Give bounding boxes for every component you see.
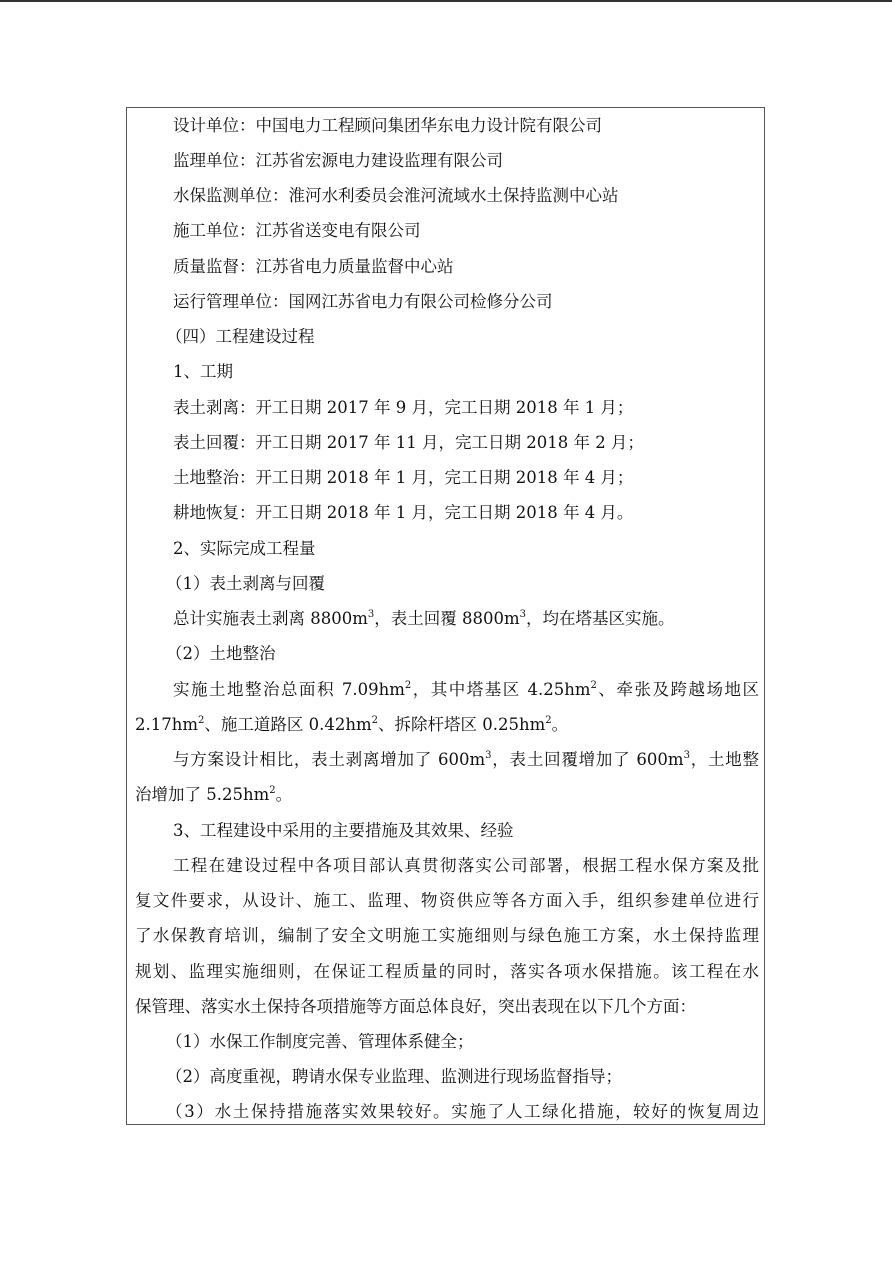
comparison-line-1: 与方案设计相比，表土剥离增加了 $600m^3$，表土回覆增加了 $600m^3$，土地整 <box>173 750 759 769</box>
page-top-rule <box>0 0 892 2</box>
measure-point: （2）高度重视，聘请水保专业监理、监测进行现场监督指导； <box>166 1067 622 1086</box>
land-remediation-line-2: $2.17hm^2$、施工道路区 $0.42hm^2$、拆除杆塔区 $0.25hm^2$。 <box>135 715 569 734</box>
land-remediation-line-1: 实施土地整治总面积 $7.09hm^2$，其中塔基区 $4.25hm^2$、牵张及跨越场地区 <box>173 680 759 699</box>
measures-paragraph-line: 规划、监理实施细则，在保证工程质量的同时，落实各项水保措施。该工程在水 <box>135 962 759 981</box>
measures-heading: 3、工程建设中采用的主要措施及其效果、经验 <box>173 821 514 840</box>
quantity-subheading-2: （2）土地整治 <box>166 644 276 663</box>
measure-point: （3）水土保持措施落实效果较好。实施了人工绿化措施，较好的恢复周边 <box>166 1102 759 1121</box>
monitoring-unit-line: 水保监测单位：淮河水利委员会淮河流域水土保持监测中心站 <box>173 186 619 205</box>
measures-paragraph-line: 工程在建设过程中各项目部认真贯彻落实公司部署，根据工程水保方案及批 <box>173 856 759 875</box>
quantity-heading: 2、实际完成工程量 <box>173 539 316 558</box>
schedule-item: 土地整治：开工日期 2018 年 1 月，完工日期 2018 年 4 月； <box>173 468 634 487</box>
measures-paragraph-line: 复文件要求，从设计、施工、监理、物资供应等各方面入手，组织参建单位进行 <box>135 891 759 910</box>
supervision-unit-line: 监理单位：江苏省宏源电力建设监理有限公司 <box>173 151 503 170</box>
operation-unit-line: 运行管理单位：国网江苏省电力有限公司检修分公司 <box>173 292 553 311</box>
quantity-text-1: 总计实施表土剥离 $8800m^3$，表土回覆 $8800m^3$，均在塔基区实施。 <box>173 609 675 628</box>
quantity-subheading-1: （1）表土剥离与回覆 <box>166 574 325 593</box>
design-unit-line: 设计单位：中国电力工程顾问集团华东电力设计院有限公司 <box>173 116 602 135</box>
schedule-heading: 1、工期 <box>173 362 233 381</box>
schedule-item: 耕地恢复：开工日期 2018 年 1 月，完工日期 2018 年 4 月。 <box>173 503 634 522</box>
section-heading: （四）工程建设过程 <box>166 327 315 346</box>
schedule-item: 表土回覆：开工日期 2017 年 11 月，完工日期 2018 年 2 月； <box>173 433 644 452</box>
measures-paragraph-line: 了水保教育培训，编制了安全文明施工实施细则与绿色施工方案，水土保持监理 <box>135 926 759 945</box>
quality-supervision-line: 质量监督：江苏省电力质量监督中心站 <box>173 257 454 276</box>
schedule-item: 表土剥离：开工日期 2017 年 9 月，完工日期 2018 年 1 月； <box>173 398 634 417</box>
measures-paragraph-line: 保管理、落实水土保持各项措施等方面总体良好，突出表现在以下几个方面： <box>135 997 696 1016</box>
construction-unit-line: 施工单位：江苏省送变电有限公司 <box>173 221 421 240</box>
measure-point: （1）水保工作制度完善、管理体系健全； <box>166 1032 474 1051</box>
comparison-line-2: 治增加了 $5.25hm^2$。 <box>135 785 293 804</box>
